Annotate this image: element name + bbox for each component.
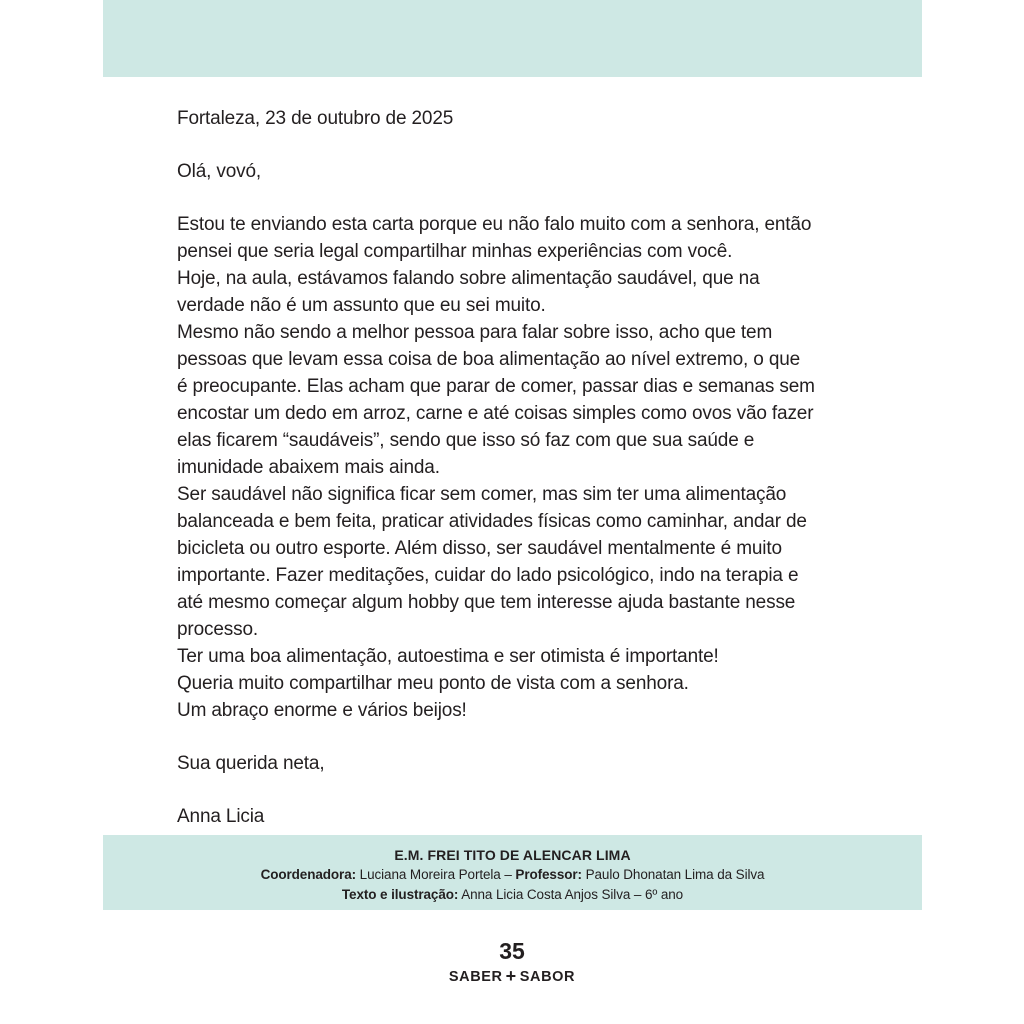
letter-line: Mesmo não sendo a melhor pessoa para falar sobre isso, acho que tem: [177, 322, 773, 343]
credits-line-1: [103, 865, 922, 885]
imprint-saber: SABER: [448, 969, 503, 985]
top-accent-banner: [103, 0, 922, 77]
footer-accent-banner: [103, 835, 922, 910]
credits-line-2: [103, 885, 922, 905]
page-number: 35: [499, 938, 525, 964]
letter-line: importante. Fazer meditações, cuidar do lado psicológico, indo na terapia e: [177, 565, 799, 586]
letter-date: Fortaleza, 23 de outubro de 2025: [177, 108, 454, 129]
credit-value: Paulo Dhonatan Lima da Silva: [581, 867, 765, 882]
letter-line: elas ficarem “saudáveis”, sendo que isso só faz com que sua saúde e: [177, 430, 755, 451]
plus-icon: +: [505, 966, 517, 986]
letter-line: balanceada e bem feita, praticar atividades físicas como caminhar, andar de: [177, 511, 807, 532]
letter-closing: Sua querida neta,: [177, 753, 325, 774]
letter-line: pensei que seria legal compartilhar minhas experiências com você.: [177, 241, 733, 262]
letter-line: bicicleta ou outro esporte. Além disso, ser saudável mentalmente é muito: [177, 538, 782, 559]
letter-line: Ter uma boa alimentação, autoestima e ser otimista é importante!: [177, 646, 719, 667]
letter-line: processo.: [177, 619, 259, 640]
letter-line: Ser saudável não significa ficar sem comer, mas sim ter uma alimentação: [177, 484, 787, 505]
letter-line: até mesmo começar algum hobby que tem interesse ajuda bastante nesse: [177, 592, 796, 613]
letter-line: Estou te enviando esta carta porque eu não falo muito com a senhora, então: [177, 214, 812, 235]
page-footer: [0, 938, 1024, 987]
school-name: E.M. FREI TITO DE ALENCAR LIMA: [394, 847, 631, 863]
letter-paragraphs: [177, 211, 877, 724]
letter-greeting: Olá, vovó,: [177, 161, 262, 182]
imprint-sabor: SABOR: [519, 969, 576, 985]
letter-line: verdade não é um assunto que eu sei muito.: [177, 295, 546, 316]
credit-label: Texto e ilustração:: [341, 887, 459, 902]
letter-body-text: [177, 105, 877, 830]
footer-credits: [103, 835, 922, 905]
letter-line: pessoas que levam essa coisa de boa alimentação ao nível extremo, o que: [177, 349, 801, 370]
imprint: [0, 966, 1024, 987]
letter-line: é preocupante. Elas acham que parar de comer, passar dias e semanas sem: [177, 376, 815, 397]
letter-line: imunidade abaixem mais ainda.: [177, 457, 440, 478]
credit-value: Anna Licia Costa Anjos Silva – 6º ano: [458, 887, 684, 902]
letter-line: Um abraço enorme e vários beijos!: [177, 700, 467, 721]
credit-value: Luciana Moreira Portela –: [356, 867, 516, 882]
letter-signature: Anna Licia: [177, 806, 265, 827]
letter-line: encostar um dedo em arroz, carne e até coisas simples como ovos vão fazer: [177, 403, 814, 424]
letter-line: Hoje, na aula, estávamos falando sobre alimentação saudável, que na: [177, 268, 760, 289]
credit-label: Coordenadora:: [260, 867, 357, 882]
credit-label: Professor:: [515, 867, 582, 882]
letter-line: Queria muito compartilhar meu ponto de vista com a senhora.: [177, 673, 689, 694]
